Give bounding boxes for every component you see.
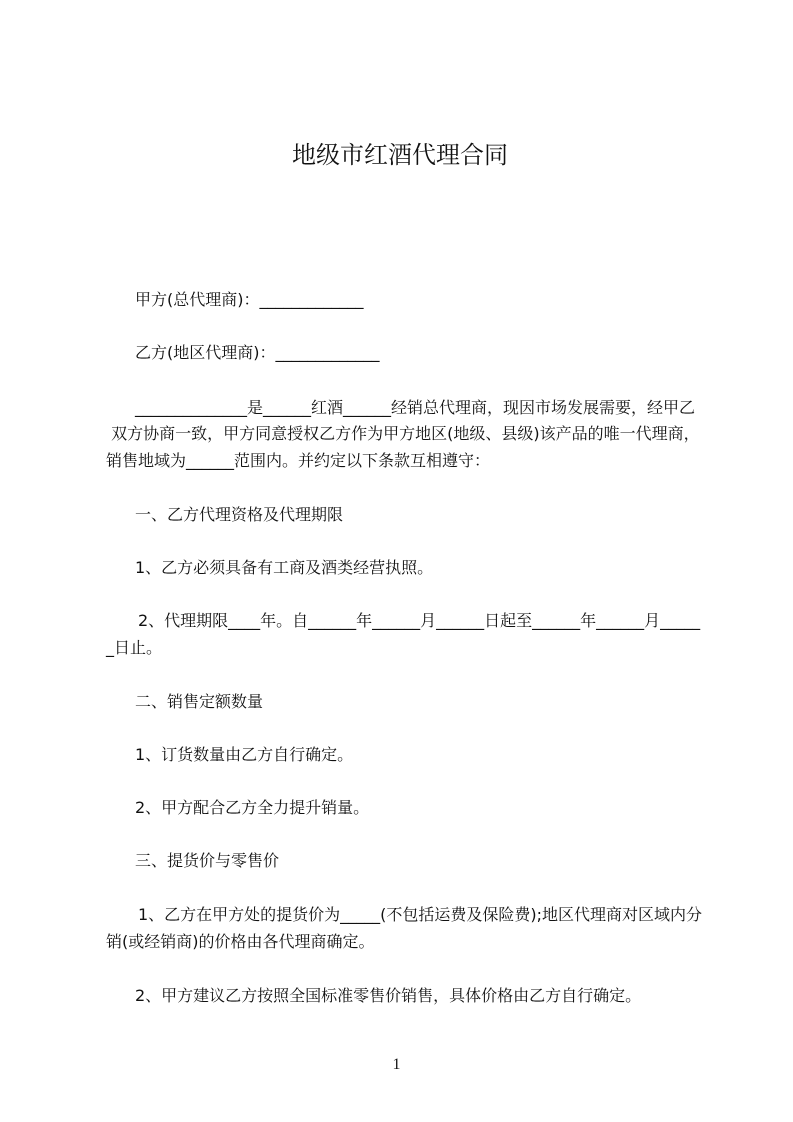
- preamble-line: 销售地域为______范围内。并约定以下条款互相遵守：: [106, 451, 491, 470]
- document-title: 地级市红酒代理合同: [292, 141, 508, 169]
- clause-line: 2、甲方建议乙方按照全国标准零售价销售，具体价格由乙方自行确定。: [135, 986, 642, 1005]
- page-number: 1: [392, 1056, 401, 1073]
- preamble-line: ______________是______红酒______经销总代理商，现因市场发展需要，经甲乙: [135, 398, 696, 417]
- clause-line: 2、甲方配合乙方全力提升销量。: [135, 798, 370, 817]
- clause-line: 1、乙方在甲方处的提货价为_____(不包括运费及保险费);地区代理商对区域内分: [138, 905, 703, 924]
- preamble-line: 双方协商一致，甲方同意授权乙方作为甲方地区(地级、县级)该产品的唯一代理商，: [106, 424, 700, 443]
- clause-line: 1、乙方必须具备有工商及酒类经营执照。: [135, 558, 434, 577]
- section-heading: 一、乙方代理资格及代理期限: [135, 505, 344, 524]
- party-a-line: 甲方(总代理商)：_____________: [135, 290, 364, 309]
- section-heading: 二、销售定额数量: [135, 692, 264, 711]
- clause-line: 1、订货数量由乙方自行确定。: [135, 745, 354, 764]
- section-heading: 三、提货价与零售价: [135, 851, 280, 870]
- party-b-line: 乙方(地区代理商)：_____________: [135, 343, 380, 362]
- clause-line: 销(或经销商)的价格由各代理商确定。: [106, 932, 375, 951]
- clause-line: _日止。: [106, 638, 163, 657]
- clause-line: 2、代理期限____年。自______年______月______日起至______年______月_____: [138, 611, 701, 630]
